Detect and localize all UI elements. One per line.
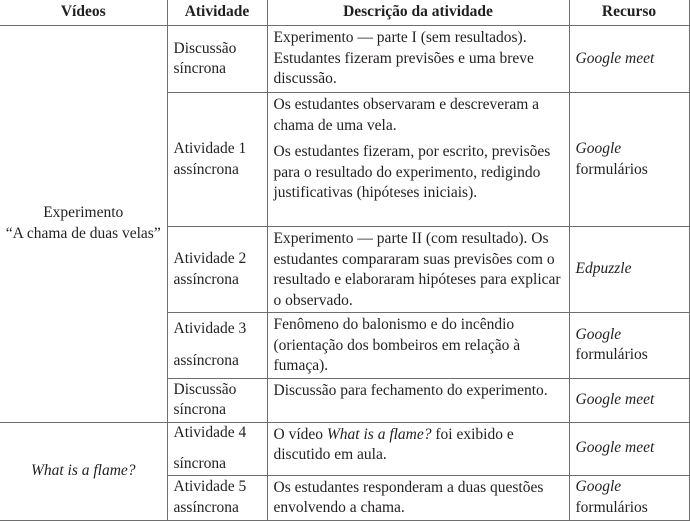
resource-cell [569,26,689,93]
activity-name: Atividade 4 [173,423,247,441]
activity-cell [167,26,267,93]
activity-mode: síncrona [173,401,227,418]
activity-name: Atividade 2 [173,250,247,267]
description-pre: O vídeo [273,425,324,443]
description-video-title: What is a flame? [326,425,432,443]
activity-cell [167,378,267,422]
resource-name: Edpuzzle [575,260,632,278]
description-cell [267,475,569,520]
header-atividade: Atividade [167,0,267,26]
resource-name: Google [575,325,622,343]
table-row [0,422,689,475]
video-cell-experimento [0,26,167,423]
table-header-row [0,0,689,26]
resource-cell [569,93,689,227]
resource-name: Google meet [575,49,655,67]
activity-cell [167,475,267,520]
resource-cell [569,475,689,520]
description-cell [267,93,569,227]
description-cell [267,422,569,475]
resource-name: Google [575,140,622,157]
activity-cell [167,93,267,227]
activity-cell [167,422,267,475]
header-recurso: Recurso [569,0,689,26]
description-cell [267,26,569,93]
activity-name: Discussão [173,380,237,398]
description-text-2: Os estudantes fizeram, por escrito, previsões para o resultado do experimento, redigindo justificativas (hipóteses iniciais). [273,143,551,201]
activity-cell [167,313,267,379]
resource-name: Google meet [575,439,655,457]
video-title: Experimento [43,204,124,222]
activity-mode: assíncrona [173,160,239,178]
activity-mode: síncrona [173,60,227,77]
description-cell [267,227,569,313]
resource-name-2: formulários [575,498,648,516]
activity-mode: assíncrona [173,270,239,288]
description-cell [267,313,569,379]
resource-cell [569,227,689,313]
activity-mode: assíncrona [173,498,239,516]
resource-name-2: formulários [575,160,648,178]
header-videos: Vídeos [0,0,167,26]
activity-name: Atividade 3 [173,320,247,338]
resource-cell [569,422,689,475]
activity-mode: síncrona [173,455,227,472]
resource-name: Google meet [575,390,655,408]
description-text: Experimento — parte II (com resultado). Os estudantes compararam suas previsões com o resultado e elaboraram hipóteses para explicar o observado. [273,230,561,309]
resource-name: Google [575,478,622,495]
activity-name: Atividade 1 [173,140,247,157]
description-text: Os estudantes observaram e descreveram a chama de uma vela. [273,96,540,134]
description-text: Os estudantes responderam a duas questões envolvendo a chama. [273,478,544,516]
header-descricao: Descrição da atividade [267,0,569,26]
description-text: Experimento — parte I (sem resultados). Estudantes fizeram previsões e uma breve discussão. [273,29,534,87]
resource-cell [569,378,689,422]
video-cell-what-is-a-flame [0,422,167,520]
resource-name-2: formulários [575,346,648,364]
description-text: Discussão para fechamento do experimento. [273,381,548,399]
description-cell [267,378,569,422]
activity-name: Discussão [173,39,237,57]
activity-name: Atividade 5 [173,478,247,495]
video-subtitle: “A chama de duas velas” [5,224,161,242]
table-row [0,26,689,93]
description-post: foi exibido e discutido em aula. [273,425,514,463]
description-text [274,425,564,466]
description-text: Fenômeno do balonismo e do incêndio (orientação dos bombeiros em relação à fumaça). [273,316,521,374]
video-title: What is a flame? [30,461,136,479]
activity-cell [167,227,267,313]
resource-cell [569,313,689,379]
activity-mode: assíncrona [173,351,239,369]
